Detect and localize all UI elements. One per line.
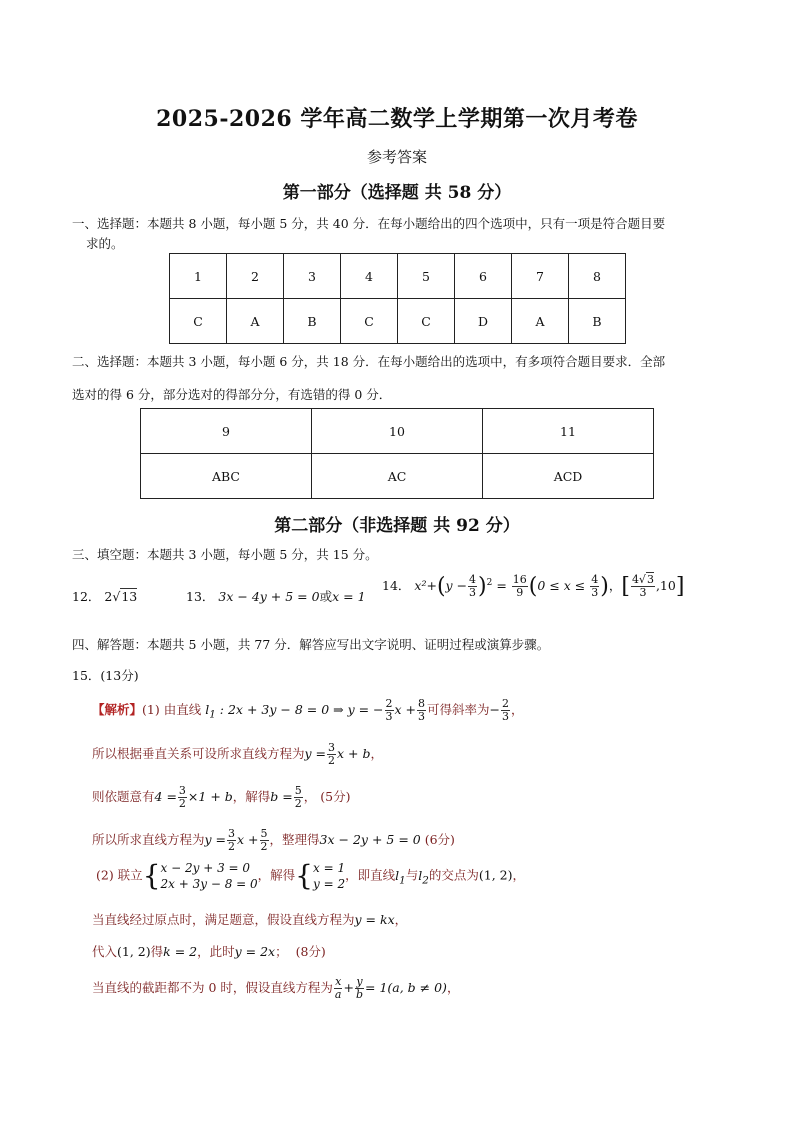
question-number: 7 <box>512 254 569 299</box>
question-number: 9 <box>141 409 312 454</box>
answer-cell: ACD <box>483 454 654 499</box>
solution-text: ，解得 <box>232 789 271 804</box>
q14-label: 14． <box>382 578 411 593</box>
solution-line6: 当直线经过原点时，满足题意，假设直线方程为y = kx， <box>92 912 408 927</box>
solution-line7: 代入(1, 2)得k = 2，此时y = 2x； (8分) <box>92 944 326 959</box>
solution-text: 所以所求直线方程为 <box>92 832 205 847</box>
answer-cell: A <box>512 299 569 344</box>
section1-intro-line2: 求的。 <box>86 236 124 251</box>
solution-text: 代入 <box>92 944 118 959</box>
answer-cell: C <box>170 299 227 344</box>
question-number: 4 <box>341 254 398 299</box>
solution-tag: 【解析】 <box>92 702 143 717</box>
question-number: 1 <box>170 254 227 299</box>
answer-cell: D <box>455 299 512 344</box>
solution-text: (2) 联立 <box>96 867 143 883</box>
q15-label: 15．(13分) <box>72 668 139 683</box>
score-note: (6分) <box>424 832 455 847</box>
answer-cell: C <box>341 299 398 344</box>
question-number: 8 <box>569 254 626 299</box>
solution-equation: k = 2 <box>163 944 198 959</box>
solution-text: 当直线经过原点时，满足题意，假设直线方程为 <box>92 912 355 927</box>
solution-equation: y = kx <box>354 912 395 927</box>
answer-cell: C <box>398 299 455 344</box>
question-number: 5 <box>398 254 455 299</box>
solution-point: (1, 2) <box>478 867 513 883</box>
solution-equation: 3x − 2y + 5 = 0 <box>319 832 421 847</box>
mc-answer-table <box>169 253 626 344</box>
q13-equation2: x = 1 <box>332 589 366 604</box>
part1-heading: 第一部分（选择题 共 58 分） <box>282 183 512 203</box>
solution-line1: 【解析】(1) 由直线 $l_1$ : 2x + 3y − 8 = 0 ⇒ y = − $\frac{2}{3}$ x + $\frac{8}{3}$ 可得斜率为− $\frac{2}{3}$ ， <box>92 697 524 723</box>
part2-heading: 第二部分（非选择题 共 92 分） <box>274 516 520 536</box>
solution-text: 得 <box>150 944 164 959</box>
q13-equation: 3x − 4y + 5 = 0 <box>218 589 320 604</box>
solution-line3: 则依题意有4 = $\frac{3}{2}$ ×1 + b，解得b = $\frac{5}{2}$ ， (5分) <box>92 784 351 810</box>
solution-text: ，解得 <box>257 867 296 883</box>
answer-cell: ABC <box>141 454 312 499</box>
q12-label: 12． <box>72 589 101 604</box>
question-number: 6 <box>455 254 512 299</box>
score-note: (8分) <box>295 944 326 959</box>
score-note: (5分) <box>320 789 351 804</box>
solution-text: 当直线的截距都不为 0 时，假设直线方程为 <box>92 980 333 995</box>
q12-radicand: 13 <box>121 589 138 604</box>
q13-answer <box>186 587 366 605</box>
q12-coef: 2 <box>104 589 113 604</box>
section4-intro: 四、解答题：本题共 5 小题，共 77 分．解答应写出文字说明、证明过程或演算步骤。 <box>72 637 550 652</box>
multi-answer-table <box>140 408 654 499</box>
solution-text: ，此时 <box>197 944 235 959</box>
solution-text: 与 <box>405 867 419 883</box>
solution-line4: 所以所求直线方程为y = $\frac{3}{2}$ x + $\frac{5}{2}$ ，整理得3x − 2y + 5 = 0 (6分) <box>92 827 455 853</box>
q12-answer: 12． 2√13 <box>72 589 138 604</box>
solution-line2: 所以根据垂直关系可设所求直线方程为y = $\frac{3}{2}$ x + b， <box>92 741 384 767</box>
page-title: 2025-2026 学年高二数学上学期第一次月考卷 <box>156 106 638 132</box>
solution-equation: y = 2x <box>234 944 276 959</box>
question-number: 11 <box>483 409 654 454</box>
answer-cell: B <box>569 299 626 344</box>
section1-intro-line1: 一、选择题：本题共 8 小题，每小题 5 分，共 40 分．在每小题给出的四个选项中，只有一项是符合题目要 <box>72 216 666 231</box>
solution-point: (1, 2) <box>117 944 151 959</box>
q14-answer: 14． x²+(y − $\frac{4}{3}$ )$^2$ = $\frac{16}{9}$ (0 ≤ x ≤ $\frac{4}{3}$ )，[ $\frac{4√3}{3}$ ,10] <box>382 573 685 599</box>
solution-text: ，整理得 <box>269 832 320 847</box>
question-number: 3 <box>284 254 341 299</box>
answer-cell: A <box>227 299 284 344</box>
solution-text: 则依题意有 <box>92 789 155 804</box>
section3-intro: 三、填空题：本题共 3 小题，每小题 5 分，共 15 分。 <box>72 547 378 562</box>
solution-equation: = 1(a, b ≠ 0) <box>365 980 447 995</box>
section2-intro-line1: 二、选择题：本题共 3 小题，每小题 6 分，共 18 分．在每小题给出的选项中，有多项符合题目要求．全部 <box>72 354 666 369</box>
solution-text: 的交点为 <box>428 867 479 883</box>
solution-line8: 当直线的截距都不为 0 时，假设直线方程为 $\frac{x}{a}$ + $\frac{y}{b}$ = 1(a, b ≠ 0)， <box>92 975 460 1001</box>
page-subtitle: 参考答案 <box>366 148 427 166</box>
solution-text: 可得斜率为 <box>427 702 490 717</box>
solution-line5: (2) 联立{x − 2y + 3 = 0 2x + 3y − 8 = 0，解得{x = 1 y = 2，即直线$l_1$与$l_2$的交点为(1, 2)， <box>96 859 526 892</box>
answer-cell: AC <box>312 454 483 499</box>
q13-or: 或 <box>319 589 333 604</box>
q13-label: 13． <box>186 589 215 604</box>
question-number: 10 <box>312 409 483 454</box>
solution-text: ，即直线 <box>345 867 396 883</box>
section2-intro-line2: 选对的得 6 分，部分选对的得部分分，有选错的得 0 分． <box>72 387 392 402</box>
answer-cell: B <box>284 299 341 344</box>
solution-text: 所以根据垂直关系可设所求直线方程为 <box>92 746 305 761</box>
solution-text: (1) 由直线 <box>142 702 202 717</box>
question-number: 2 <box>227 254 284 299</box>
